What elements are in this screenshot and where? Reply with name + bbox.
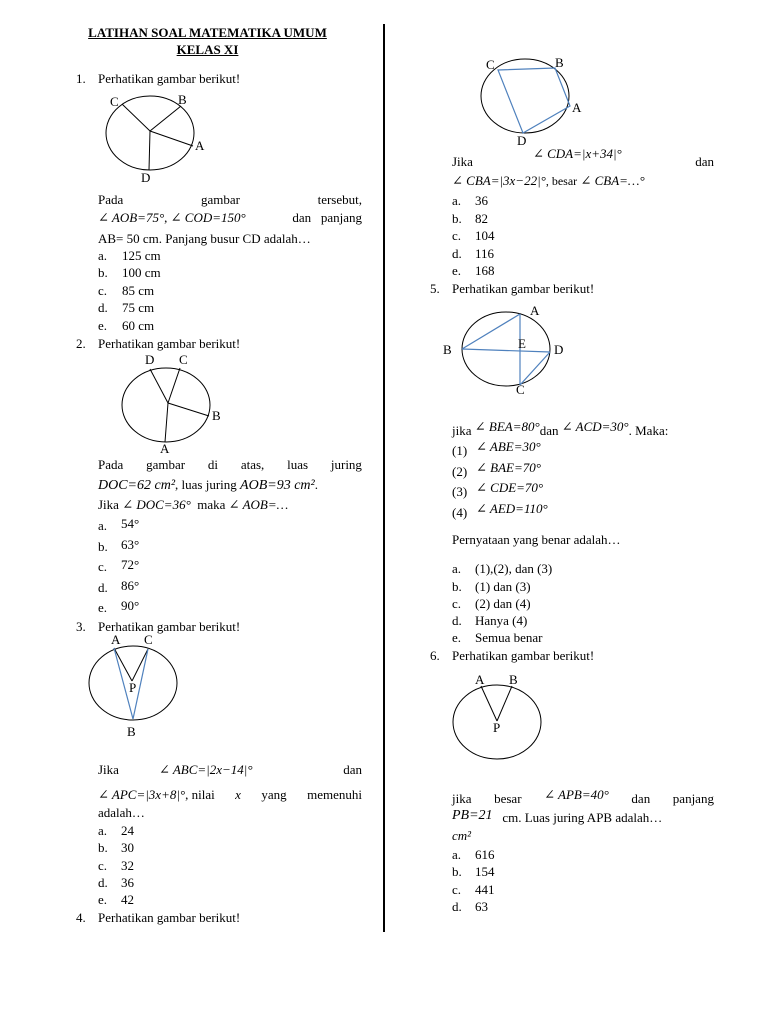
q2-label-b: B <box>212 408 221 423</box>
q6-option-text: 63 <box>475 899 488 914</box>
q3-label-b: B <box>127 724 136 739</box>
q4-label-d: D <box>517 133 527 148</box>
q5-option-text: Hanya (4) <box>475 613 528 628</box>
q6-text-line1: jika besar ∠ APB=40° dan panjang <box>452 787 714 806</box>
q3-option-text: 42 <box>121 892 134 907</box>
q5-text-line1: jika ∠ BEA=80°dan ∠ ACD=30°. Maka: <box>452 419 669 438</box>
q6-option-letter: b. <box>452 864 462 879</box>
q5-option-letter: e. <box>452 630 462 645</box>
q4-option-letter: a. <box>452 193 462 208</box>
q2-option-letter: d. <box>98 580 108 595</box>
q3-text-line1: Jika ∠ ABC=|2x−14|° dan <box>98 762 362 777</box>
q2-option-text: 54° <box>121 516 140 531</box>
q4-text-line2: ∠ CBA=|3x−22|°, besar ∠ CBA=…° <box>452 173 645 188</box>
q6-option-text: 441 <box>475 882 495 897</box>
q1-label-a: A <box>195 138 205 153</box>
q2-option-letter: a. <box>98 518 108 533</box>
q2-number: 2. <box>76 336 86 351</box>
q5-statement-num: (4) <box>452 505 468 520</box>
q5-label-b: B <box>443 342 452 357</box>
q5-statement-num: (1) <box>452 443 468 458</box>
q2-option-text: 86° <box>121 578 140 593</box>
q5-label-d: D <box>554 342 564 357</box>
q3-option-letter: c. <box>98 858 108 873</box>
q1-number: 1. <box>76 71 86 86</box>
q6-option-letter: d. <box>452 899 462 914</box>
q5-statement-text: ∠ ABE=30° <box>476 439 541 454</box>
q1-option-letter: e. <box>98 318 108 333</box>
q6-prompt: Perhatikan gambar berikut! <box>452 648 595 663</box>
q3-option-letter: d. <box>98 875 108 890</box>
q2-label-d: D <box>145 352 155 367</box>
q1-option-text: 125 cm <box>122 248 161 263</box>
q1-option-text: 75 cm <box>122 300 155 315</box>
q6-radius-pa <box>481 686 497 721</box>
q5-prompt: Perhatikan gambar berikut! <box>452 281 595 296</box>
q4-option-text: 36 <box>475 193 488 208</box>
q5-option-letter: b. <box>452 579 462 594</box>
q1-label-b: B <box>178 92 187 107</box>
q5-statement-text: ∠ CDE=70° <box>476 480 544 495</box>
q6-text-line2: PB=21 cm. Luas juring APB adalah… <box>452 808 663 825</box>
q1-text-line1: Pada gambar tersebut, <box>98 192 362 207</box>
q5-statement-num: (2) <box>452 464 468 479</box>
q5-label-e: E <box>518 336 526 351</box>
q5-label-c: C <box>516 382 525 397</box>
q1-option-text: 100 cm <box>122 265 161 280</box>
q5-number: 5. <box>430 281 440 296</box>
q6-label-b: B <box>509 672 518 687</box>
q3-option-text: 30 <box>121 840 134 855</box>
q5-option-letter: d. <box>452 613 462 628</box>
q1-option-letter: c. <box>98 283 108 298</box>
q3-text-line2: ∠ APC=|3x+8|°, nilai x yang memenuhi <box>98 787 362 802</box>
q1-text-line3: AB= 50 cm. Panjang busur CD adalah… <box>98 231 311 246</box>
q5-statement-text: ∠ BAE=70° <box>476 460 541 475</box>
q2-prompt: Perhatikan gambar berikut! <box>98 336 241 351</box>
q1-option-letter: d. <box>98 300 108 315</box>
q2-text-line2: DOC=62 cm², luas juring AOB=93 cm². <box>98 477 318 493</box>
q4-option-text: 116 <box>475 246 495 261</box>
q2-option-text: 72° <box>121 557 140 572</box>
q3-number: 3. <box>76 619 86 634</box>
q2-text-line1: Pada gambar di atas, luas juring <box>98 457 362 472</box>
q1-text-line2: ∠ AOB=75°, ∠ COD=150° dan panjang <box>98 210 362 225</box>
q1-label-c: C <box>110 94 119 109</box>
q6-option-letter: c. <box>452 882 462 897</box>
q2-option-letter: e. <box>98 600 108 615</box>
q3-option-letter: a. <box>98 823 108 838</box>
q3-option-text: 36 <box>121 875 134 890</box>
q5-question: Pernyataan yang benar adalah… <box>452 532 621 547</box>
q3-label-a: A <box>111 632 121 647</box>
q5-label-a: A <box>530 303 540 318</box>
q3-text-line3: adalah… <box>98 805 145 820</box>
q4-option-text: 82 <box>475 211 488 226</box>
q4-label-c: C <box>486 57 495 72</box>
q4-prompt: Perhatikan gambar berikut! <box>98 910 241 925</box>
q5-statement-text: ∠ AED=110° <box>476 501 548 516</box>
q1-option-letter: b. <box>98 265 108 280</box>
q2-text-line3: Jika ∠ DOC=36° maka ∠ AOB=… <box>98 497 289 512</box>
q2-option-letter: b. <box>98 539 108 554</box>
q6-radius-pb <box>497 686 512 721</box>
q5-option-letter: a. <box>452 561 462 576</box>
q1-option-letter: a. <box>98 248 108 263</box>
q5-option-letter: c. <box>452 596 462 611</box>
q2-option-letter: c. <box>98 559 108 574</box>
q5-option-text: (1) dan (3) <box>475 579 531 594</box>
q4-number: 4. <box>76 910 86 925</box>
page-title: LATIHAN SOAL MATEMATIKA UMUM <box>88 25 327 40</box>
q5-option-text: Semua benar <box>475 630 543 645</box>
q5-option-text: (1),(2), dan (3) <box>475 561 553 576</box>
q2-option-text: 63° <box>121 537 140 552</box>
q3-option-letter: b. <box>98 840 108 855</box>
page-subtitle: KELAS XI <box>176 42 239 57</box>
q3-label-c: C <box>144 632 153 647</box>
q1-option-text: 60 cm <box>122 318 155 333</box>
q2-option-text: 90° <box>121 598 140 613</box>
q4-option-letter: e. <box>452 263 462 278</box>
q3-option-text: 32 <box>121 858 134 873</box>
q2-label-c: C <box>179 352 188 367</box>
q1-option-text: 85 cm <box>122 283 155 298</box>
q4-option-letter: b. <box>452 211 462 226</box>
q1-prompt: Perhatikan gambar berikut! <box>98 71 241 86</box>
q4-option-letter: c. <box>452 228 462 243</box>
q6-option-text: 616 <box>475 847 495 862</box>
q1-label-d: D <box>141 170 151 185</box>
q3-prompt: Perhatikan gambar berikut! <box>98 619 241 634</box>
q6-label-a: A <box>475 672 485 687</box>
q4-option-text: 104 <box>475 228 495 243</box>
q6-label-p: P <box>493 720 501 735</box>
q4-option-letter: d. <box>452 246 462 261</box>
q6-option-text: 154 <box>475 864 495 879</box>
q6-number: 6. <box>430 648 440 663</box>
q5-statement-num: (3) <box>452 484 468 499</box>
q4-label-b: B <box>555 55 564 70</box>
q3-label-p: P <box>129 680 137 695</box>
q4-text-line1: Jika ∠ CDA=|x+34|° dan <box>452 146 714 169</box>
q3-option-letter: e. <box>98 892 108 907</box>
q4-option-text: 168 <box>475 263 495 278</box>
q6-text-line3: cm² <box>452 828 472 843</box>
q5-option-text: (2) dan (4) <box>475 596 531 611</box>
q2-label-a: A <box>160 441 170 456</box>
q3-option-text: 24 <box>121 823 134 838</box>
q4-label-a: A <box>572 100 582 115</box>
q6-option-letter: a. <box>452 847 462 862</box>
